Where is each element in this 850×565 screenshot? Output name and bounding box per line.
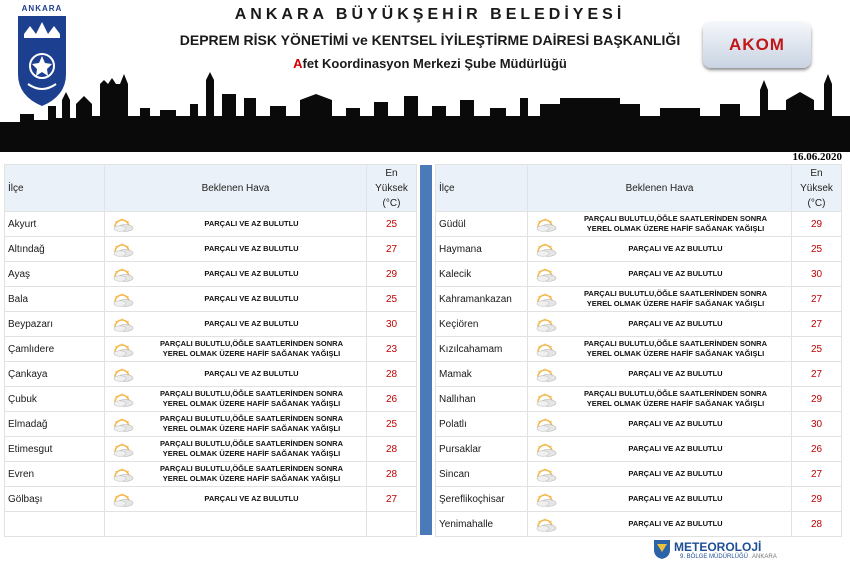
district-name: Pursaklar (436, 437, 528, 462)
table-row (5, 387, 417, 412)
partly-cloudy-icon (534, 293, 558, 307)
table-row (436, 462, 842, 487)
weather-line-1: PARÇALI VE AZ BULUTLU (628, 494, 723, 503)
table-row (5, 487, 417, 512)
max-temperature: 28 (367, 362, 417, 387)
table-row (436, 362, 842, 387)
partly-cloudy-icon (111, 318, 135, 332)
weather-line-1: PARÇALI BULUTLU,ÖĞLE SAATLERİNDEN SONRA (159, 389, 344, 398)
district-name: Elmadağ (5, 412, 105, 437)
column-header-temp-line1: En (385, 167, 398, 179)
district-name: Çankaya (5, 362, 105, 387)
weather-description (560, 214, 791, 234)
weather-cell (528, 237, 792, 262)
partly-cloudy-icon (111, 393, 135, 407)
partly-cloudy-icon (534, 468, 558, 482)
table-row (5, 312, 417, 337)
weather-line-1: PARÇALI BULUTLU,ÖĞLE SAATLERİNDEN SONRA (583, 339, 768, 348)
weather-description (137, 294, 366, 304)
district-name: Kahramankazan (436, 287, 528, 312)
weather-line-1: PARÇALI BULUTLU,ÖĞLE SAATLERİNDEN SONRA (583, 289, 768, 298)
weather-cell (105, 212, 367, 237)
table-row (5, 462, 417, 487)
table-row (5, 212, 417, 237)
max-temperature: 26 (367, 387, 417, 412)
table-row (436, 512, 842, 537)
weather-cell (105, 462, 367, 487)
weather-line-1: PARÇALI VE AZ BULUTLU (628, 369, 723, 378)
partly-cloudy-icon (534, 268, 558, 282)
district-name: Evren (5, 462, 105, 487)
partly-cloudy-icon (534, 218, 558, 232)
branch-title-rest: fet Koordinasyon Merkezi Şube Müdürlüğü (302, 56, 567, 71)
table-row (436, 387, 842, 412)
table-row (436, 487, 842, 512)
max-temperature: 30 (367, 312, 417, 337)
weather-line-2: YEREL OLMAK ÜZERE HAFİF SAĞANAK YAĞIŞLI (586, 399, 765, 408)
district-name: Polatlı (436, 412, 528, 437)
max-temperature: 27 (792, 462, 842, 487)
weather-cell (105, 337, 367, 362)
weather-description (560, 269, 791, 279)
partly-cloudy-icon (111, 468, 135, 482)
max-temperature: 29 (792, 387, 842, 412)
district-name: Bala (5, 287, 105, 312)
weather-description (560, 339, 791, 359)
municipality-title: ANKARA BÜYÜKŞEHİR BELEDİYESİ (234, 6, 626, 23)
district-name: Beypazarı (5, 312, 105, 337)
column-header-weather: Beklenen Hava (528, 165, 792, 212)
max-temperature: 25 (792, 337, 842, 362)
weather-cell (528, 387, 792, 412)
weather-description (137, 219, 366, 229)
max-temperature: 25 (367, 212, 417, 237)
weather-cell (105, 237, 367, 262)
table-header-row (436, 165, 842, 212)
max-temperature: 25 (367, 287, 417, 312)
partly-cloudy-icon (111, 343, 135, 357)
table-row (5, 337, 417, 362)
weather-line-2: YEREL OLMAK ÜZERE HAFİF SAĞANAK YAĞIŞLI (586, 349, 765, 358)
table-header-row (5, 165, 417, 212)
weather-cell (528, 337, 792, 362)
weather-description (560, 469, 791, 479)
weather-cell (528, 412, 792, 437)
weather-line-2: YEREL OLMAK ÜZERE HAFİF SAĞANAK YAĞIŞLI (162, 449, 341, 458)
weather-description (137, 414, 366, 434)
partly-cloudy-icon (534, 318, 558, 332)
table-row (5, 437, 417, 462)
max-temperature: 28 (792, 512, 842, 537)
weather-cell (105, 287, 367, 312)
column-header-weather: Beklenen Hava (105, 165, 367, 212)
partly-cloudy-icon (111, 418, 135, 432)
empty-cell (105, 512, 367, 537)
table-row (5, 237, 417, 262)
table-row (5, 362, 417, 387)
weather-description (560, 519, 791, 529)
weather-description (560, 244, 791, 254)
akom-logo: AKOM (703, 22, 811, 68)
weather-line-1: PARÇALI VE AZ BULUTLU (204, 494, 299, 503)
district-name: Gölbaşı (5, 487, 105, 512)
max-temperature: 30 (792, 412, 842, 437)
district-name: Mamak (436, 362, 528, 387)
district-name: Haymana (436, 237, 528, 262)
partly-cloudy-icon (534, 518, 558, 532)
weather-cell (105, 312, 367, 337)
max-temperature: 25 (792, 237, 842, 262)
table-row (5, 412, 417, 437)
weather-cell (528, 287, 792, 312)
column-header-temp-line2: Yüksek (800, 182, 833, 194)
partly-cloudy-icon (534, 493, 558, 507)
table-row (436, 262, 842, 287)
district-name: Kalecik (436, 262, 528, 287)
weather-cell (105, 387, 367, 412)
partly-cloudy-icon (534, 368, 558, 382)
district-name: Güdül (436, 212, 528, 237)
weather-cell (528, 362, 792, 387)
empty-cell (5, 512, 105, 537)
max-temperature: 23 (367, 337, 417, 362)
weather-description (137, 269, 366, 279)
ankara-skyline-icon (0, 60, 850, 152)
weather-line-1: PARÇALI VE AZ BULUTLU (204, 294, 299, 303)
weather-description (137, 319, 366, 329)
max-temperature: 27 (367, 237, 417, 262)
empty-row (5, 512, 417, 537)
table-row (5, 287, 417, 312)
weather-description (560, 289, 791, 309)
district-name: Nallıhan (436, 387, 528, 412)
weather-cell (528, 462, 792, 487)
column-header-temp-line3: (°C) (382, 197, 401, 209)
max-temperature: 29 (792, 487, 842, 512)
report-date: 16.06.2020 (792, 151, 842, 163)
weather-line-1: PARÇALI BULUTLU,ÖĞLE SAATLERİNDEN SONRA (159, 339, 344, 348)
max-temperature: 27 (367, 487, 417, 512)
max-temperature: 28 (367, 437, 417, 462)
partly-cloudy-icon (534, 243, 558, 257)
partly-cloudy-icon (111, 493, 135, 507)
partly-cloudy-icon (534, 443, 558, 457)
weather-cell (528, 437, 792, 462)
partly-cloudy-icon (111, 243, 135, 257)
weather-line-1: PARÇALI BULUTLU,ÖĞLE SAATLERİNDEN SONRA (159, 464, 344, 473)
partly-cloudy-icon (534, 343, 558, 357)
weather-cell (105, 487, 367, 512)
weather-description (137, 389, 366, 409)
meteoroloji-subtitle-main: 9. BÖLGE MÜDÜRLÜĞÜ (680, 554, 749, 560)
weather-line-1: PARÇALI VE AZ BULUTLU (204, 269, 299, 278)
weather-cell (528, 512, 792, 537)
weather-line-1: PARÇALI VE AZ BULUTLU (628, 269, 723, 278)
partly-cloudy-icon (111, 368, 135, 382)
district-name: Akyurt (5, 212, 105, 237)
weather-line-1: PARÇALI VE AZ BULUTLU (628, 419, 723, 428)
district-name: Etimesgut (5, 437, 105, 462)
max-temperature: 27 (792, 312, 842, 337)
weather-line-1: PARÇALI VE AZ BULUTLU (204, 369, 299, 378)
district-name: Çubuk (5, 387, 105, 412)
table-row (436, 412, 842, 437)
weather-line-2: YEREL OLMAK ÜZERE HAFİF SAĞANAK YAĞIŞLI (586, 224, 765, 233)
column-divider (420, 165, 432, 535)
column-header-temp (367, 165, 417, 212)
column-header-temp-line3: (°C) (807, 197, 826, 209)
district-name: Şereflikoçhisar (436, 487, 528, 512)
max-temperature: 27 (792, 287, 842, 312)
meteoroloji-title: METEOROLOJİ (674, 540, 762, 554)
weather-line-1: PARÇALI VE AZ BULUTLU (628, 444, 723, 453)
forecast-table-right (435, 164, 842, 537)
weather-line-1: PARÇALI VE AZ BULUTLU (204, 319, 299, 328)
weather-cell (105, 362, 367, 387)
table-row (436, 237, 842, 262)
page-header (0, 0, 850, 150)
partly-cloudy-icon (534, 418, 558, 432)
weather-cell (105, 412, 367, 437)
weather-line-2: YEREL OLMAK ÜZERE HAFİF SAĞANAK YAĞIŞLI (162, 474, 341, 483)
partly-cloudy-icon (111, 443, 135, 457)
weather-description (560, 419, 791, 429)
column-header-temp-line2: Yüksek (375, 182, 408, 194)
weather-line-2: YEREL OLMAK ÜZERE HAFİF SAĞANAK YAĞIŞLI (162, 349, 341, 358)
meteoroloji-subtitle (680, 554, 777, 560)
weather-line-1: PARÇALI VE AZ BULUTLU (628, 244, 723, 253)
weather-line-1: PARÇALI VE AZ BULUTLU (628, 519, 723, 528)
forecast-table-left (4, 164, 417, 537)
empty-cell (367, 512, 417, 537)
weather-line-1: PARÇALI VE AZ BULUTLU (204, 219, 299, 228)
partly-cloudy-icon (111, 268, 135, 282)
partly-cloudy-icon (111, 218, 135, 232)
district-name: Çamlıdere (5, 337, 105, 362)
district-name: Yenimahalle (436, 512, 528, 537)
max-temperature: 29 (367, 262, 417, 287)
weather-cell (528, 262, 792, 287)
max-temperature: 26 (792, 437, 842, 462)
weather-line-1: PARÇALI BULUTLU,ÖĞLE SAATLERİNDEN SONRA (583, 389, 768, 398)
weather-description (560, 389, 791, 409)
district-name: Altındağ (5, 237, 105, 262)
weather-description (137, 244, 366, 254)
weather-description (137, 339, 366, 359)
weather-line-2: YEREL OLMAK ÜZERE HAFİF SAĞANAK YAĞIŞLI (162, 424, 341, 433)
weather-cell (105, 437, 367, 462)
max-temperature: 30 (792, 262, 842, 287)
logo-text: ANKARA (21, 4, 63, 13)
weather-cell (105, 262, 367, 287)
weather-description (137, 439, 366, 459)
column-header-city: İlçe (436, 165, 528, 212)
weather-cell (528, 212, 792, 237)
weather-line-1: PARÇALI VE AZ BULUTLU (628, 319, 723, 328)
weather-cell (528, 312, 792, 337)
department-title: DEPREM RİSK YÖNETİMİ ve KENTSEL İYİLEŞTİRME DAİRESİ BAŞKANLIĞI (179, 32, 681, 48)
partly-cloudy-icon (534, 393, 558, 407)
weather-line-2: YEREL OLMAK ÜZERE HAFİF SAĞANAK YAĞIŞLI (586, 299, 765, 308)
column-header-city: İlçe (5, 165, 105, 212)
table-row (436, 312, 842, 337)
district-name: Kızılcahamam (436, 337, 528, 362)
weather-description (137, 464, 366, 484)
weather-line-1: PARÇALI VE AZ BULUTLU (204, 244, 299, 253)
max-temperature: 29 (792, 212, 842, 237)
table-row (436, 437, 842, 462)
max-temperature: 27 (792, 362, 842, 387)
max-temperature: 25 (367, 412, 417, 437)
weather-description (560, 369, 791, 379)
table-row (436, 287, 842, 312)
column-header-temp-line1: En (810, 167, 823, 179)
weather-line-2: YEREL OLMAK ÜZERE HAFİF SAĞANAK YAĞIŞLI (162, 399, 341, 408)
weather-description (560, 319, 791, 329)
district-name: Ayaş (5, 262, 105, 287)
weather-description (137, 369, 366, 379)
district-name: Keçiören (436, 312, 528, 337)
max-temperature: 28 (367, 462, 417, 487)
branch-title-initial: A (293, 56, 303, 71)
table-row (436, 212, 842, 237)
meteoroloji-subtitle-city: ANKARA (752, 554, 777, 560)
weather-cell (528, 487, 792, 512)
weather-line-1: PARÇALI BULUTLU,ÖĞLE SAATLERİNDEN SONRA (583, 214, 768, 223)
meteoroloji-logo-icon (652, 538, 672, 560)
table-row (436, 337, 842, 362)
weather-line-1: PARÇALI VE AZ BULUTLU (628, 469, 723, 478)
table-row (5, 262, 417, 287)
district-name: Sincan (436, 462, 528, 487)
weather-line-1: PARÇALI BULUTLU,ÖĞLE SAATLERİNDEN SONRA (159, 414, 344, 423)
weather-description (137, 494, 366, 504)
partly-cloudy-icon (111, 293, 135, 307)
meteoroloji-logo (652, 538, 777, 562)
weather-line-1: PARÇALI BULUTLU,ÖĞLE SAATLERİNDEN SONRA (159, 439, 344, 448)
weather-description (560, 494, 791, 504)
column-header-temp (792, 165, 842, 212)
weather-description (560, 444, 791, 454)
